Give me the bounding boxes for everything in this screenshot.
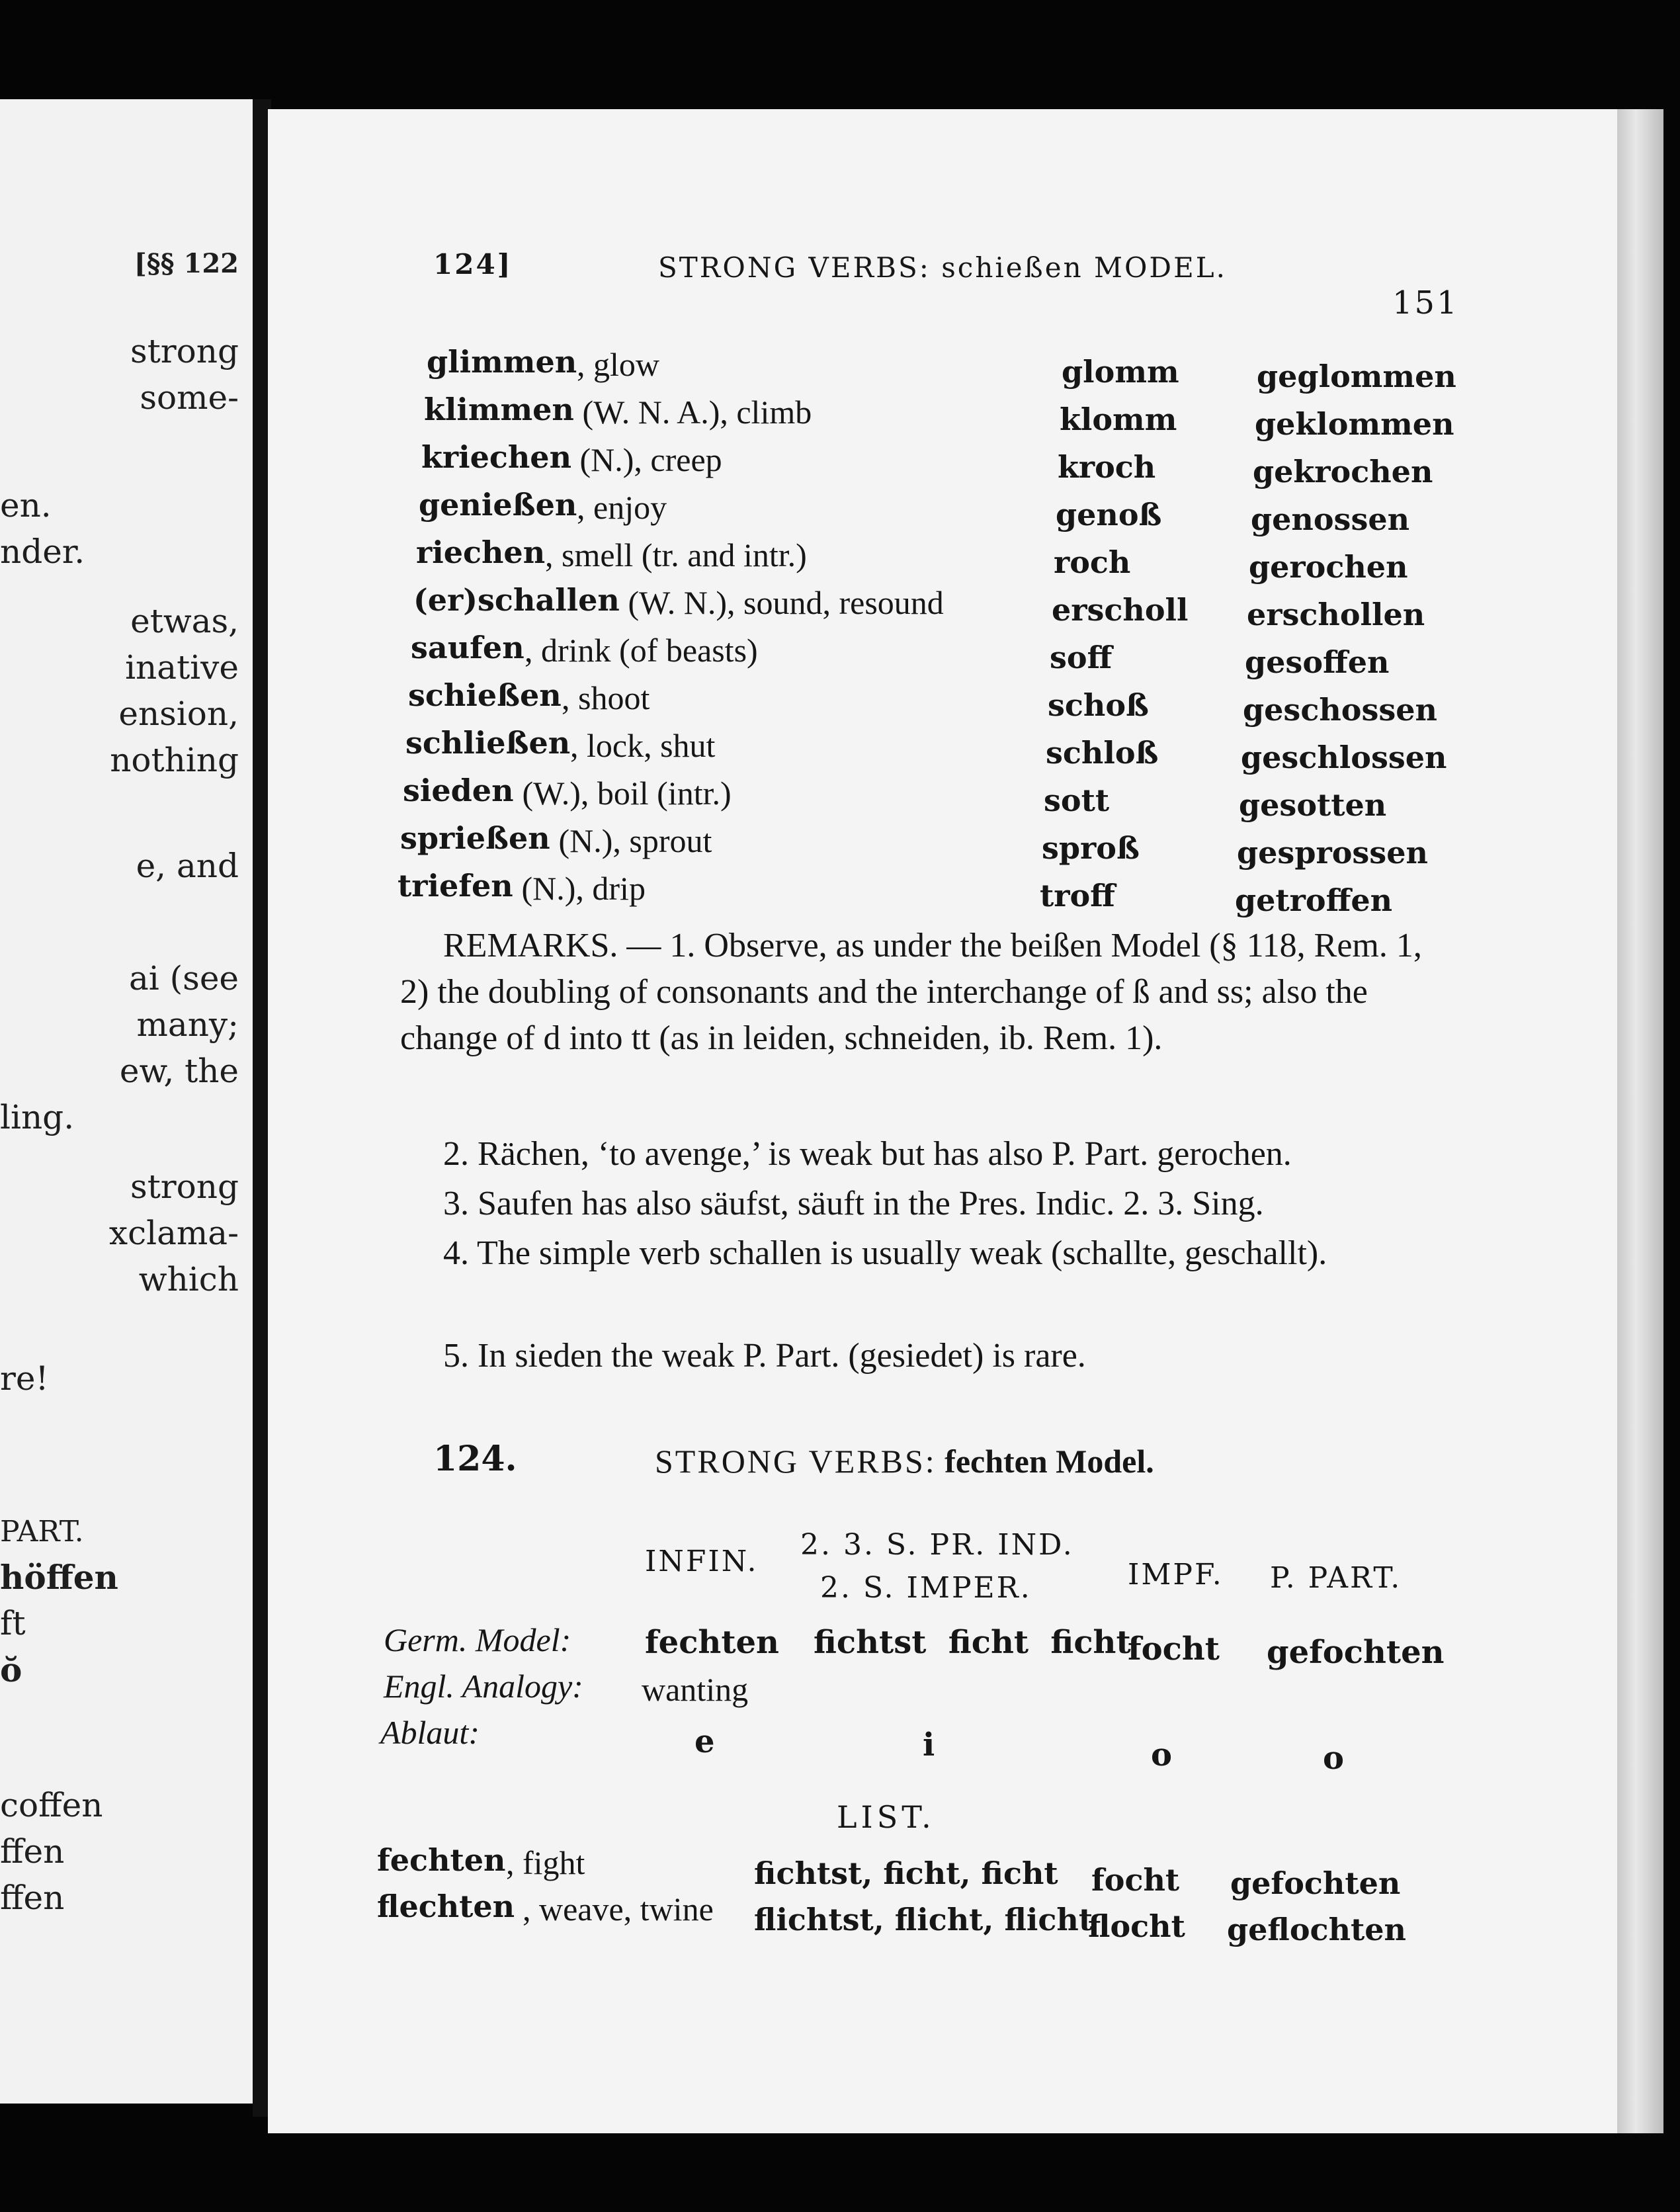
list-infin-2: flechten bbox=[377, 1889, 515, 1924]
list-impf-2: flocht bbox=[1088, 1908, 1185, 1944]
verb-participle: genossen bbox=[1251, 501, 1410, 537]
col-ppart: P. PART. bbox=[1270, 1561, 1402, 1595]
section-title-prefix: STRONG VERBS: bbox=[655, 1443, 937, 1480]
verb-gloss: (N.), creep bbox=[571, 441, 722, 478]
ablaut-o-impf: o bbox=[1151, 1736, 1173, 1773]
page-edge bbox=[1617, 109, 1663, 2133]
verb-imperfect: glomm bbox=[1062, 354, 1179, 390]
verb-gloss: (W. N.), sound, resound bbox=[620, 584, 944, 621]
left-page-fragment: ai (see bbox=[128, 959, 239, 998]
remark-2: 2. Rächen, ‘to avenge,’ is weak but has also P. Part. gerochen. bbox=[443, 1135, 1292, 1173]
verb-participle: gesotten bbox=[1239, 787, 1387, 823]
verb-participle: geglommen bbox=[1257, 359, 1456, 394]
col-pres-1: 2. 3. S. PR. IND. bbox=[800, 1528, 1074, 1562]
verb-participle: geschlossen bbox=[1241, 740, 1447, 775]
list-present-2: flichtst, flicht, flicht bbox=[754, 1902, 1093, 1937]
verb-infinitive: kriechen bbox=[421, 439, 572, 475]
section-title bbox=[655, 1442, 1154, 1480]
verb-participle: gesprossen bbox=[1237, 835, 1428, 871]
list-title: LIST. bbox=[837, 1799, 935, 1835]
engl-value: wanting bbox=[642, 1671, 749, 1708]
remark-4: 4. The simple verb schallen is usually weak (schallte, geschallt). bbox=[443, 1234, 1327, 1272]
left-page-fragment: ension, bbox=[118, 695, 239, 733]
list-gloss-1: , fight bbox=[506, 1844, 585, 1881]
left-page-header-fragment: [§§ 122 bbox=[134, 248, 239, 279]
verb-participle: erschollen bbox=[1247, 597, 1425, 632]
left-page-fragment: etwas, bbox=[130, 602, 239, 640]
left-page-fragment: strong bbox=[130, 332, 239, 370]
verb-infinitive: schließen bbox=[405, 725, 571, 761]
col-impf: IMPF. bbox=[1128, 1558, 1224, 1592]
verb-infinitive: riechen bbox=[416, 534, 546, 570]
left-page-fragment: höffen bbox=[0, 1558, 118, 1597]
row-label-ablaut: Ablaut: bbox=[380, 1714, 480, 1751]
verb-gloss: , shoot bbox=[562, 679, 650, 716]
left-page-fragment: which bbox=[138, 1260, 239, 1298]
germ-pres: fichtst ficht ficht bbox=[814, 1624, 1131, 1661]
list-ppart-2: geflochten bbox=[1227, 1912, 1406, 1947]
verb-gloss: (N.), drip bbox=[513, 870, 646, 907]
verb-participle: geklommen bbox=[1255, 406, 1454, 442]
remark-5: 5. In sieden the weak P. Part. (gesiedet) is rare. bbox=[443, 1337, 1086, 1375]
section-title-suffix: Model. bbox=[1056, 1443, 1154, 1480]
left-page-fragment: en. bbox=[0, 486, 52, 525]
remark-3: 3. Saufen has also säufst, säuft in the Pres. Indic. 2. 3. Sing. bbox=[443, 1185, 1264, 1222]
left-page-fragment: many; bbox=[136, 1005, 239, 1044]
left-facing-page bbox=[0, 99, 261, 2104]
col-pres-2: 2. S. IMPER. bbox=[820, 1571, 1032, 1605]
left-page-fragment: ŏ bbox=[0, 1650, 22, 1689]
row-label-engl: Engl. Analogy: bbox=[384, 1668, 583, 1705]
verb-imperfect: genoß bbox=[1056, 497, 1162, 532]
left-page-fragment: nothing bbox=[110, 741, 239, 779]
row-label-germ: Germ. Model: bbox=[384, 1621, 571, 1658]
verb-infinitive: triefen bbox=[398, 868, 513, 904]
germ-ppart: gefochten bbox=[1267, 1634, 1445, 1671]
verb-imperfect: klomm bbox=[1060, 402, 1177, 437]
germ-infin: fechten bbox=[645, 1624, 779, 1661]
verb-infinitive: glimmen bbox=[427, 344, 577, 380]
verb-infinitive: saufen bbox=[411, 630, 525, 665]
left-page-fragment: e, and bbox=[136, 847, 239, 885]
list-infin-1: fechten bbox=[377, 1842, 506, 1878]
left-page-fragment: some- bbox=[140, 378, 239, 417]
left-page-fragment: xclama- bbox=[108, 1214, 239, 1252]
header-section-ref: 124] bbox=[433, 248, 513, 280]
ablaut-e: e bbox=[694, 1723, 715, 1760]
verb-imperfect: kroch bbox=[1058, 449, 1156, 485]
verb-imperfect: troff bbox=[1040, 878, 1115, 914]
left-page-fragment: ffen bbox=[0, 1832, 65, 1871]
remark-1: REMARKS. — 1. Observe, as under the beißen Model (§ 118, Rem. 1, 2) the doubling of consonants and the interchange of ß and ss; also the change of d into tt (as in leiden, schneiden, ib. Rem. 1). bbox=[400, 927, 1422, 1057]
verb-gloss: , glow bbox=[577, 346, 659, 383]
verb-gloss: (W. N. A.), climb bbox=[574, 394, 812, 431]
verb-gloss: , enjoy bbox=[577, 489, 667, 526]
section-title-word: fechten bbox=[945, 1443, 1048, 1480]
left-page-fragment: strong bbox=[130, 1168, 239, 1206]
verb-infinitive: schießen bbox=[408, 677, 562, 713]
list-gloss-2: , weave, twine bbox=[523, 1891, 714, 1928]
verb-participle: getroffen bbox=[1235, 882, 1393, 918]
left-page-fragment: coffen bbox=[0, 1786, 103, 1824]
ablaut-i: i bbox=[923, 1726, 935, 1764]
verb-participle: gesoffen bbox=[1245, 644, 1390, 680]
left-page-fragment: inative bbox=[125, 648, 239, 687]
germ-impf: focht bbox=[1128, 1631, 1220, 1668]
left-page-fragment: ft bbox=[0, 1604, 26, 1642]
list-impf-1: focht bbox=[1091, 1862, 1180, 1898]
verb-imperfect: sott bbox=[1044, 783, 1110, 818]
ablaut-o-ppart: o bbox=[1323, 1740, 1345, 1777]
list-present-1: fichtst, ficht, ficht bbox=[754, 1855, 1058, 1891]
verb-imperfect: soff bbox=[1050, 640, 1113, 675]
verb-imperfect: sproß bbox=[1042, 830, 1140, 866]
verb-gloss: , smell (tr. and intr.) bbox=[545, 536, 807, 574]
left-page-fragment: ew, the bbox=[119, 1052, 239, 1090]
list-ppart-1: gefochten bbox=[1230, 1865, 1401, 1901]
verb-gloss: (W.), boil (intr.) bbox=[514, 775, 732, 812]
verb-imperfect: schloß bbox=[1046, 735, 1159, 771]
left-page-fragment: re! bbox=[0, 1359, 49, 1398]
verb-imperfect: erscholl bbox=[1052, 592, 1189, 628]
right-page bbox=[268, 109, 1663, 2133]
verb-participle: gerochen bbox=[1249, 549, 1408, 585]
verb-imperfect: schoß bbox=[1048, 687, 1149, 723]
left-page-fragment: PART. bbox=[0, 1515, 84, 1549]
verb-infinitive: sprießen bbox=[400, 820, 550, 856]
left-page-fragment: ling. bbox=[0, 1098, 75, 1136]
verb-gloss: , drink (of beasts) bbox=[525, 632, 758, 669]
section-number: 124. bbox=[433, 1439, 517, 1479]
verb-infinitive: sieden bbox=[403, 773, 514, 808]
verb-participle: gekrochen bbox=[1253, 454, 1433, 489]
left-page-fragment: nder. bbox=[0, 532, 85, 571]
verb-infinitive: (er)schallen bbox=[413, 582, 620, 618]
col-infin: INFIN. bbox=[645, 1545, 759, 1578]
verb-imperfect: roch bbox=[1054, 544, 1131, 580]
header-title: STRONG VERBS: schießen MODEL. bbox=[658, 251, 1227, 284]
verb-participle: geschossen bbox=[1243, 692, 1437, 728]
verb-gloss: , lock, shut bbox=[570, 727, 716, 764]
verb-infinitive: klimmen bbox=[424, 392, 574, 427]
verb-infinitive: genießen bbox=[419, 487, 577, 523]
left-page-fragment: ffen bbox=[0, 1879, 65, 1917]
header-page-number: 151 bbox=[1392, 284, 1459, 321]
verb-gloss: (N.), sprout bbox=[550, 822, 712, 859]
